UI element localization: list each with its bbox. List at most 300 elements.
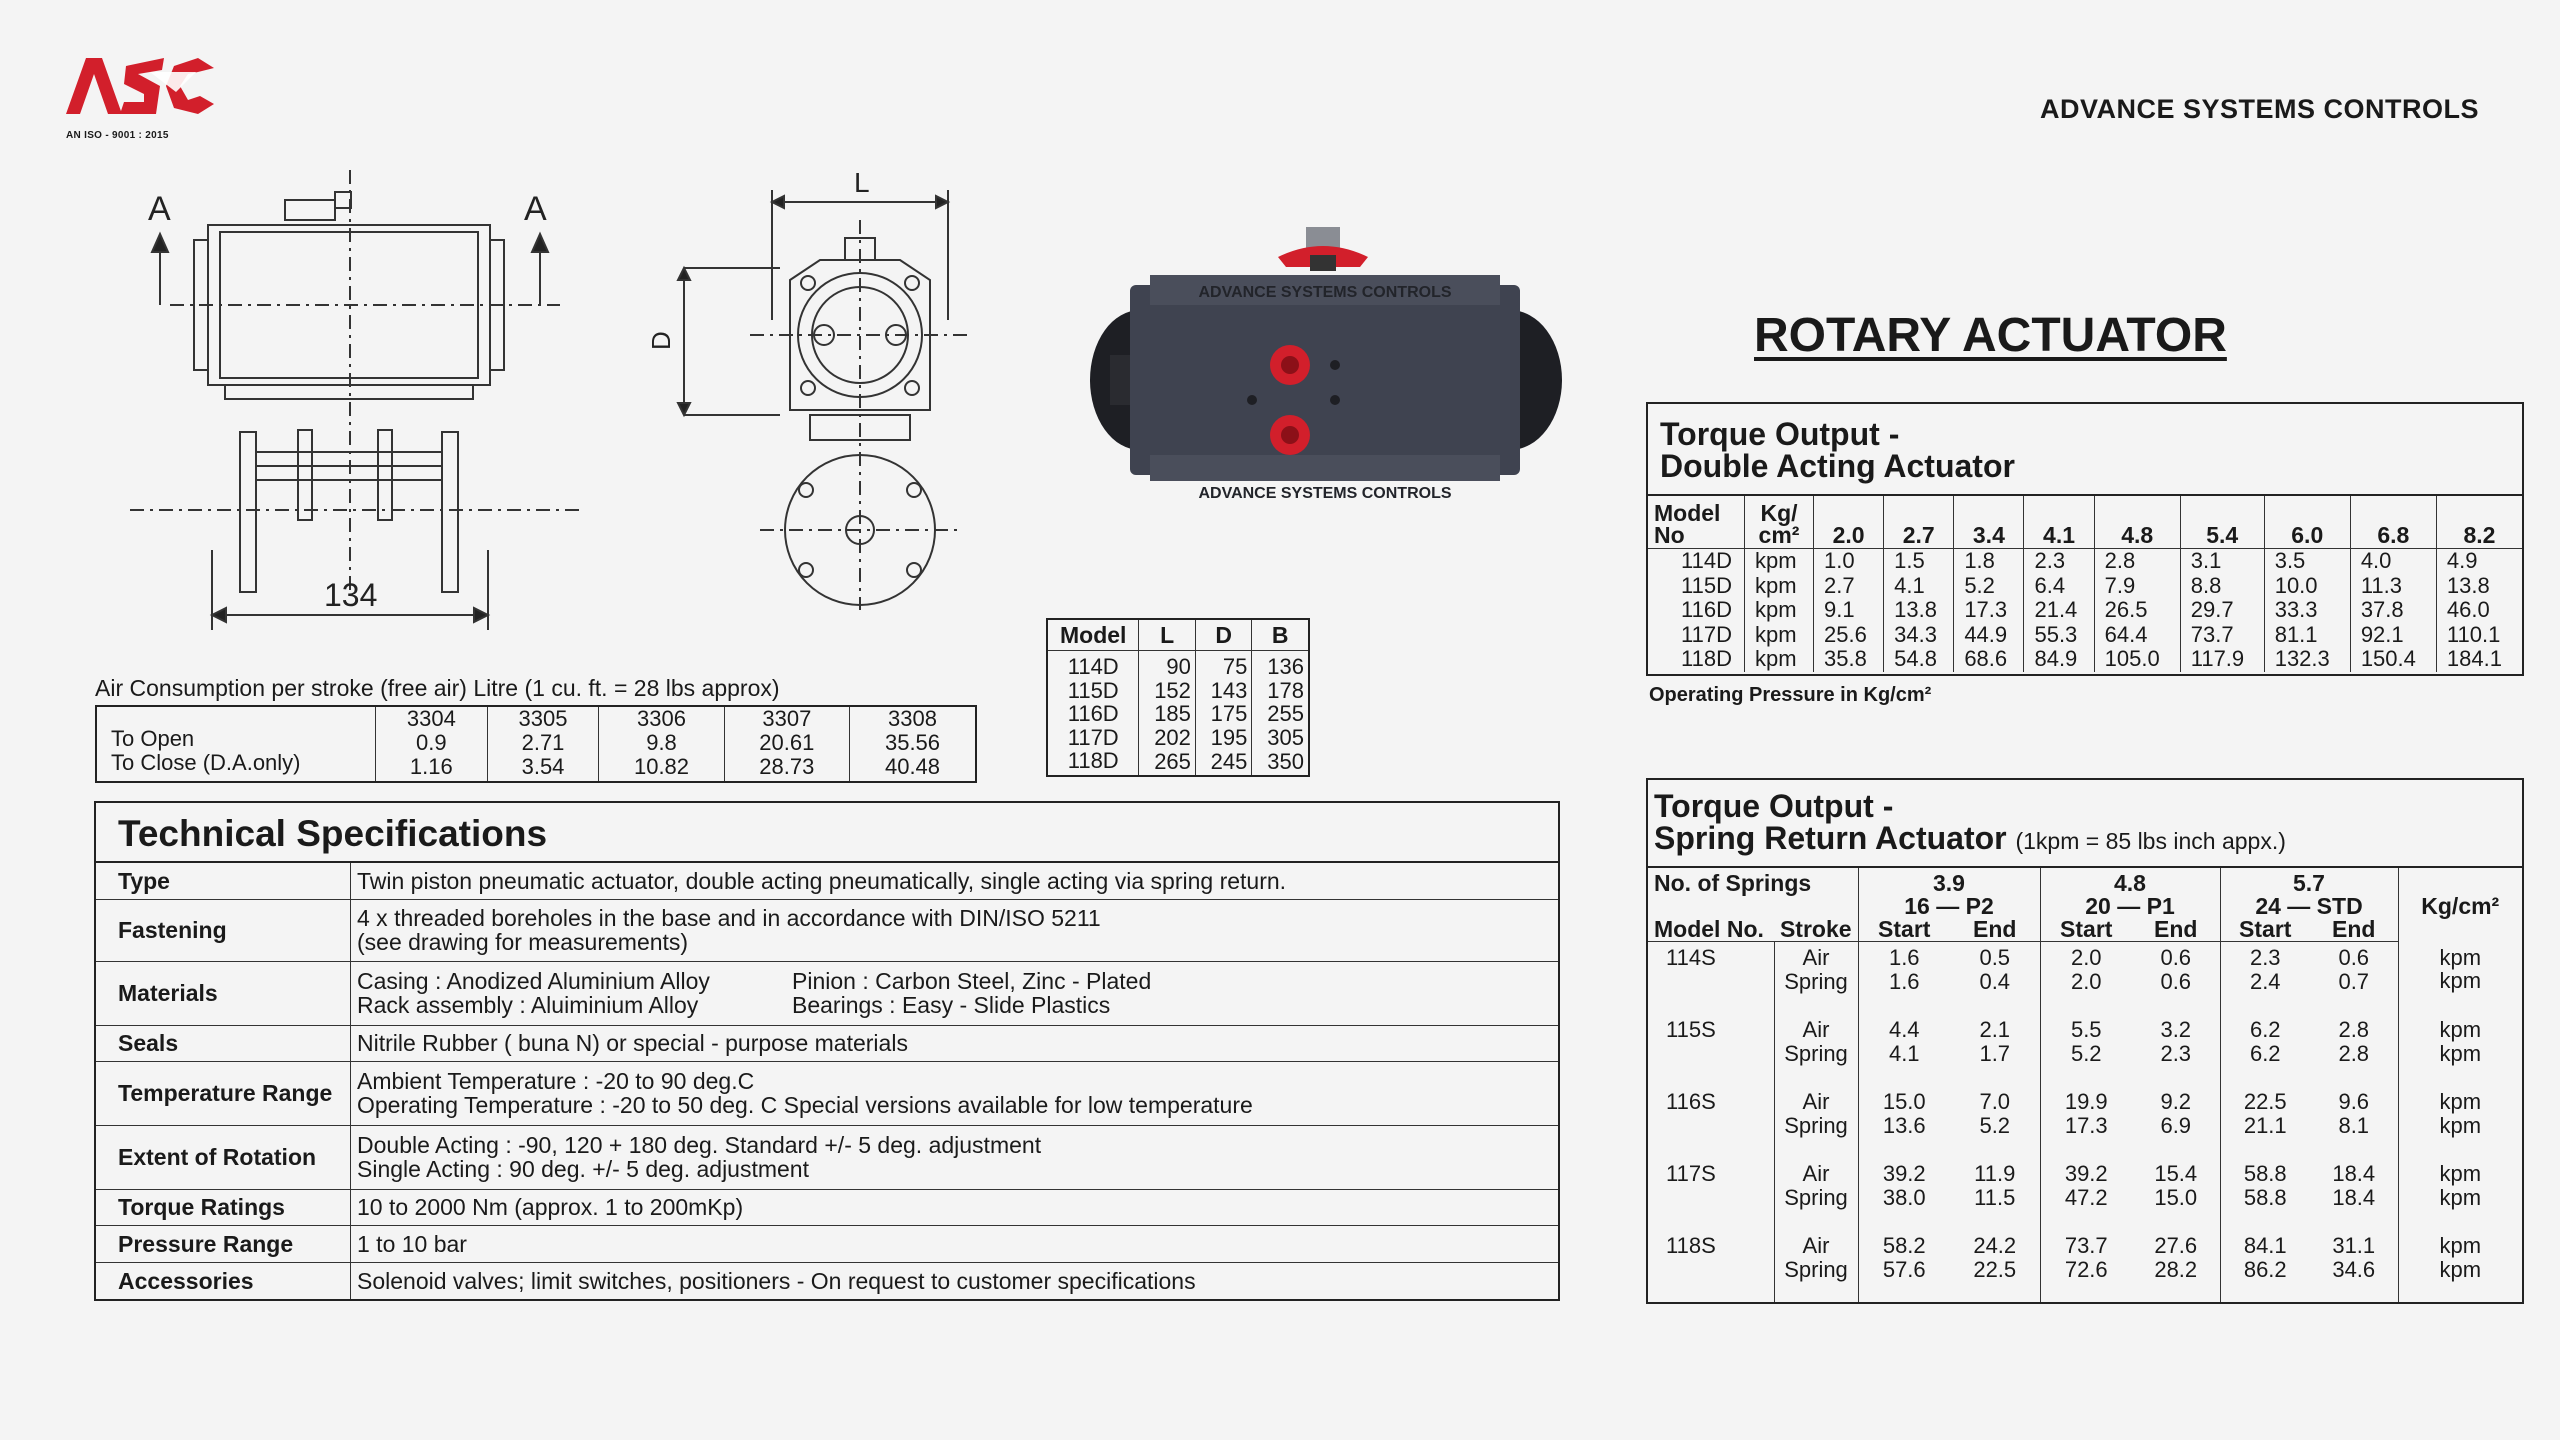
- sr-value: [2040, 942, 2132, 1015]
- table-row: [1648, 942, 2522, 1015]
- air-value: 9.6: [2338, 1089, 2370, 1115]
- air-close: 10.82: [633, 754, 690, 779]
- spec-row-temperature: [96, 1061, 1558, 1125]
- double-acting-title: [1660, 418, 2015, 482]
- table-row: [96, 706, 976, 782]
- air-value: 0.6: [2160, 945, 2192, 970]
- spring-return-table: [1648, 866, 2522, 1302]
- da-value: 92.1: [2350, 623, 2436, 648]
- air-col: [599, 706, 724, 782]
- spring-value: 13.6: [1882, 1112, 1926, 1138]
- da-unit: kpm: [1745, 647, 1814, 672]
- da-pressure-header: 6.0: [2264, 495, 2350, 549]
- dim-cell: 143: [1195, 679, 1251, 703]
- end-label: End: [1950, 918, 2040, 942]
- air-open: 0.9: [416, 730, 447, 755]
- da-pressure-header: 2.7: [1884, 495, 1954, 549]
- spec-row-materials: [96, 961, 1558, 1025]
- spring-value: 57.6: [1882, 1256, 1926, 1282]
- spring-group-header: [2040, 867, 2220, 918]
- air-open: 2.71: [521, 730, 565, 755]
- spring-value: 21.1: [2243, 1112, 2287, 1138]
- sr-model: 118S: [1666, 1233, 1716, 1259]
- da-value: 117.9: [2180, 647, 2264, 672]
- da-pressure-header: 2.0: [1814, 495, 1884, 549]
- da-model-header: [1648, 495, 1745, 549]
- spring-value: 28.2: [2154, 1256, 2198, 1282]
- da-value: 29.7: [2180, 598, 2264, 623]
- air-value: 15.0: [1882, 1089, 1926, 1115]
- stroke-spring: Spring: [1784, 1112, 1848, 1138]
- sr-stroke: [1774, 1086, 1858, 1158]
- air-value: 2.0: [2070, 945, 2102, 970]
- da-value: 17.3: [1954, 598, 2024, 623]
- spec-value: [351, 899, 1559, 961]
- sr-value: [2040, 1158, 2132, 1230]
- dim-cell: 152: [1139, 679, 1195, 703]
- dim-header-model: Model: [1047, 619, 1139, 651]
- stroke-spring: Spring: [1784, 1040, 1848, 1066]
- dim-cell: 117D: [1047, 726, 1139, 750]
- air-value: 3.2: [2160, 1017, 2192, 1043]
- dim-cell: 305: [1252, 726, 1309, 750]
- da-value: 10.0: [2264, 574, 2350, 599]
- model-label: Model No.: [1648, 918, 1774, 942]
- air-consumption-table: [95, 705, 977, 783]
- spring-group-header: [1858, 867, 2040, 918]
- sr-value: [2220, 1014, 2310, 1086]
- spring-value: 86.2: [2243, 1256, 2287, 1282]
- dim-cell: 178: [1252, 679, 1309, 703]
- sr-unit: [2398, 1158, 2522, 1230]
- sr-value: [1858, 942, 1950, 1015]
- spec-line: 4 x threaded boreholes in the base and in accordance with DIN/ISO 5211: [357, 905, 1101, 931]
- da-value: 2.8: [2094, 549, 2180, 574]
- spec-line: Operating Temperature : -20 to 50 deg. C Special versions available for low temperature: [357, 1092, 1253, 1118]
- air-value: 7.0: [1979, 1089, 2011, 1115]
- air-label-close: To Close (D.A.only): [111, 750, 301, 775]
- da-value: 44.9: [1954, 623, 2024, 648]
- dimension-table: [1046, 618, 1310, 777]
- header-line: Model: [1654, 500, 1721, 526]
- da-value: 54.8: [1884, 647, 1954, 672]
- sr-value: [2220, 1158, 2310, 1230]
- air-value: 0.6: [2338, 945, 2370, 970]
- spring-return-subtitle: (1kpm = 85 lbs inch appx.): [2015, 828, 2286, 854]
- air-model: 3306: [637, 706, 686, 731]
- start-label: Start: [2040, 918, 2132, 942]
- da-value: 6.4: [2024, 574, 2094, 599]
- da-value: 13.8: [1884, 598, 1954, 623]
- spec-value: [351, 1125, 1559, 1189]
- title-line: Double Acting Actuator: [1660, 448, 2015, 484]
- start-label: Start: [2220, 918, 2310, 942]
- da-unit: kpm: [1745, 574, 1814, 599]
- dim-cell: 175: [1195, 702, 1251, 726]
- stroke-air: Air: [1802, 1161, 1830, 1187]
- spec-label: Extent of Rotation: [96, 1125, 351, 1189]
- stroke-spring: Spring: [1784, 968, 1848, 994]
- spec-title: Technical Specifications: [96, 803, 1558, 863]
- group-pressure: 3.9: [1933, 870, 1965, 896]
- group-springs: 16 — P2: [1904, 893, 1994, 919]
- air-value: 2.8: [2338, 1017, 2370, 1043]
- spec-row-seals: [96, 1025, 1558, 1061]
- da-value: 68.6: [1954, 647, 2024, 672]
- spring-value: 4.1: [1888, 1040, 1920, 1066]
- sr-unit: [2398, 1086, 2522, 1158]
- spec-value: 10 to 2000 Nm (approx. 1 to 200mKp): [351, 1189, 1559, 1225]
- sr-value: [2132, 1086, 2220, 1158]
- section-label-a-right: A: [524, 190, 547, 228]
- table-row: [1047, 726, 1309, 750]
- title-line: Torque Output -: [1660, 416, 1900, 452]
- air-model: 3308: [888, 706, 937, 731]
- da-pressure-header: 4.8: [2094, 495, 2180, 549]
- air-value: 4.4: [1888, 1017, 1920, 1043]
- da-model: 114D: [1681, 548, 1732, 573]
- dim-cell: 265: [1139, 749, 1195, 776]
- sr-value: [2220, 942, 2310, 1015]
- unit-value: kpm: [2439, 1017, 2482, 1043]
- unit-value: kpm: [2439, 968, 2482, 993]
- air-value: 39.2: [2064, 1161, 2108, 1187]
- da-model: 118D: [1681, 646, 1732, 671]
- unit-value: kpm: [2439, 944, 2482, 970]
- da-value: 5.2: [1954, 574, 2024, 599]
- dim-cell: 245: [1195, 749, 1251, 776]
- company-name: ADVANCE SYSTEMS CONTROLS: [2040, 94, 2480, 124]
- da-pressure-header: 6.8: [2350, 495, 2436, 549]
- spec-label: Type: [96, 863, 351, 899]
- spring-value: 5.2: [2070, 1040, 2102, 1066]
- da-value: 105.0: [2094, 647, 2180, 672]
- sr-unit: [2398, 1230, 2522, 1302]
- air-value: 2.1: [1979, 1017, 2011, 1043]
- air-value: 58.2: [1882, 1233, 1926, 1259]
- sr-value: [1858, 1014, 1950, 1086]
- da-value: 2.7: [1814, 574, 1884, 599]
- da-value: 4.9: [2436, 549, 2522, 574]
- spring-value: 8.1: [2338, 1112, 2370, 1138]
- title-line: Spring Return Actuator: [1654, 820, 2007, 856]
- air-label-open: To Open: [111, 726, 195, 751]
- da-model: 116D: [1681, 597, 1732, 622]
- spring-header-row: [1648, 867, 2522, 918]
- da-value: 35.8: [1814, 647, 1884, 672]
- da-value: 73.7: [2180, 623, 2264, 648]
- spec-row-type: [96, 863, 1558, 899]
- da-value: 4.0: [2350, 549, 2436, 574]
- sr-value: [1858, 1086, 1950, 1158]
- table-row: [1648, 623, 2522, 648]
- spec-line: Casing : Anodized Aluminium Alloy: [357, 968, 710, 994]
- air-close: 3.54: [521, 754, 565, 779]
- da-value: 1.0: [1814, 549, 1884, 574]
- da-value: 84.9: [2024, 647, 2094, 672]
- table-row: [1648, 1086, 2522, 1158]
- air-value: 22.5: [2243, 1089, 2287, 1115]
- spring-value: 0.6: [2160, 968, 2192, 994]
- sr-value: [1950, 1158, 2040, 1230]
- table-row: [1648, 549, 2522, 574]
- sr-value: [2040, 1230, 2132, 1302]
- dimension-header-row: [1047, 619, 1309, 651]
- header-line: cm²: [1758, 522, 1800, 548]
- table-row: [1648, 647, 2522, 672]
- spec-value: [351, 961, 1559, 1025]
- da-unit-header: [1745, 495, 1814, 549]
- logo-subtitle: AN ISO - 9001 : 2015: [66, 130, 169, 141]
- spring-value: 2.4: [2249, 968, 2281, 994]
- da-value: 11.3: [2350, 574, 2436, 599]
- sr-value: [2040, 1086, 2132, 1158]
- da-value: 3.5: [2264, 549, 2350, 574]
- spec-label: Materials: [96, 961, 351, 1025]
- da-pressure-header: 3.4: [1954, 495, 2024, 549]
- technical-specifications: [94, 801, 1560, 1301]
- air-model: 3305: [518, 706, 568, 731]
- sr-value: [2310, 1086, 2398, 1158]
- dim-cell: 116D: [1047, 702, 1139, 726]
- da-value: 132.3: [2264, 647, 2350, 672]
- spring-value: 1.7: [1979, 1040, 2011, 1066]
- da-unit: kpm: [1745, 623, 1814, 648]
- photo-brand-bottom: ADVANCE SYSTEMS CONTROLS: [1198, 485, 1452, 502]
- sr-stroke: [1774, 1158, 1858, 1230]
- sr-value: [2220, 1230, 2310, 1302]
- da-value: 184.1: [2436, 647, 2522, 672]
- sr-value: [2310, 1158, 2398, 1230]
- spring-value: 22.5: [1973, 1256, 2017, 1282]
- air-col: [376, 706, 488, 782]
- table-row: [1047, 749, 1309, 776]
- spec-row-pressure: [96, 1225, 1558, 1262]
- da-model: 117D: [1681, 621, 1732, 647]
- spec-value: [351, 1061, 1559, 1125]
- spec-row-accessories: [96, 1262, 1558, 1299]
- da-value: 37.8: [2350, 598, 2436, 623]
- dim-header-b: B: [1252, 619, 1309, 651]
- spring-value: 5.2: [1979, 1112, 2011, 1138]
- sr-model: 115S: [1666, 1017, 1716, 1043]
- air-close: 40.48: [884, 754, 941, 779]
- spec-row-fastening: [96, 899, 1558, 961]
- da-model: 115D: [1681, 572, 1732, 598]
- stroke-air: Air: [1802, 1017, 1830, 1043]
- air-value: 0.5: [1979, 945, 2011, 970]
- sr-value: [1858, 1158, 1950, 1230]
- sr-stroke: [1774, 1014, 1858, 1086]
- spring-value: 72.6: [2064, 1256, 2108, 1282]
- da-value: 1.8: [1954, 549, 2024, 574]
- start-label: Start: [1858, 918, 1950, 942]
- dim-cell: 114D: [1047, 651, 1139, 679]
- spring-value: 34.6: [2332, 1256, 2376, 1282]
- spring-value: 38.0: [1882, 1184, 1926, 1210]
- spec-label: Torque Ratings: [96, 1189, 351, 1225]
- title-line: Torque Output -: [1654, 788, 1894, 824]
- sr-model: 114S: [1666, 945, 1716, 970]
- da-value: 3.1: [2180, 549, 2264, 574]
- dim-cell: 136: [1252, 651, 1309, 679]
- spring-value: 2.3: [2160, 1040, 2192, 1066]
- da-value: 26.5: [2094, 598, 2180, 623]
- air-value: 58.8: [2243, 1161, 2287, 1187]
- dim-cell: 185: [1139, 702, 1195, 726]
- air-value: 24.2: [1973, 1233, 2017, 1259]
- da-value: 4.1: [1884, 574, 1954, 599]
- da-value: 34.3: [1884, 623, 1954, 648]
- table-row: [1047, 651, 1309, 679]
- spring-subheader-row: [1648, 918, 2522, 942]
- da-value: 25.6: [1814, 623, 1884, 648]
- sr-value: [2310, 1014, 2398, 1086]
- sr-value: [1950, 942, 2040, 1015]
- table-row: [1648, 574, 2522, 599]
- stroke-air: Air: [1802, 1233, 1830, 1259]
- air-value: 6.2: [2249, 1017, 2281, 1043]
- air-value: 1.6: [1888, 945, 1920, 970]
- spec-label: Seals: [96, 1025, 351, 1061]
- air-value: 84.1: [2243, 1233, 2287, 1259]
- spring-value: 2.0: [2070, 968, 2102, 994]
- sr-stroke: [1774, 1230, 1858, 1302]
- sr-value: [2310, 1230, 2398, 1302]
- page-title: ROTARY ACTUATOR: [1754, 309, 2227, 362]
- spec-line: (see drawing for measurements): [357, 929, 689, 955]
- spring-value: 15.0: [2154, 1184, 2198, 1210]
- spring-value: 47.2: [2064, 1184, 2108, 1210]
- double-acting-header-row: [1648, 495, 2522, 549]
- da-value: 150.4: [2350, 647, 2436, 672]
- spec-label: Temperature Range: [96, 1061, 351, 1125]
- air-close: 1.16: [409, 754, 453, 779]
- dim-cell: 90: [1139, 651, 1195, 679]
- spec-label: Pressure Range: [96, 1225, 351, 1262]
- sr-model: 116S: [1666, 1089, 1716, 1115]
- unit-value: kpm: [2439, 1040, 2482, 1066]
- air-open: 35.56: [884, 730, 941, 755]
- sr-value: [2220, 1086, 2310, 1158]
- spring-value: 6.9: [2160, 1112, 2192, 1138]
- da-value: 13.8: [2436, 574, 2522, 599]
- dim-cell: 202: [1139, 726, 1195, 750]
- spring-return-title: [1654, 790, 2286, 857]
- unit-value: kpm: [2439, 1184, 2482, 1210]
- spring-value: 0.7: [2338, 968, 2370, 994]
- air-value: 27.6: [2154, 1233, 2198, 1259]
- da-unit: kpm: [1745, 549, 1814, 574]
- da-value: 46.0: [2436, 598, 2522, 623]
- spring-value: 0.4: [1979, 968, 2011, 994]
- table-row: [1648, 1158, 2522, 1230]
- da-value: 33.3: [2264, 598, 2350, 623]
- sr-value: [2132, 1014, 2220, 1086]
- spec-value: 1 to 10 bar: [351, 1225, 1559, 1262]
- unit-value: kpm: [2439, 1112, 2482, 1138]
- air-value: 2.3: [2249, 945, 2281, 970]
- da-value: 7.9: [2094, 574, 2180, 599]
- group-springs: 24 — STD: [2255, 893, 2363, 919]
- sr-value: [1950, 1014, 2040, 1086]
- end-label: End: [2310, 918, 2398, 942]
- dim-cell: 195: [1195, 726, 1251, 750]
- da-value: 21.4: [2024, 598, 2094, 623]
- spec-line: Bearings : Easy - Slide Plastics: [792, 992, 1111, 1018]
- air-col: [724, 706, 849, 782]
- spring-value: 1.6: [1888, 968, 1920, 994]
- da-value: 9.1: [1814, 598, 1884, 623]
- operating-pressure-note: Operating Pressure in Kg/cm²: [1649, 684, 1932, 706]
- spring-group-header: [2220, 867, 2398, 918]
- air-value: 11.9: [1974, 1161, 2016, 1187]
- dim-cell: 75: [1195, 651, 1251, 679]
- header-line: Kg/: [1760, 500, 1798, 526]
- end-label: End: [2132, 918, 2220, 942]
- table-row: [1047, 679, 1309, 703]
- table-row: [1648, 598, 2522, 623]
- spec-value: Twin piston pneumatic actuator, double acting pneumatically, single acting via spring return.: [357, 867, 1287, 894]
- dimension-label-d: D: [646, 331, 676, 350]
- sr-value: [2132, 1230, 2220, 1302]
- air-value: 9.2: [2160, 1089, 2192, 1115]
- unit-value: kpm: [2439, 1233, 2482, 1259]
- spec-line: Pinion : Carbon Steel, Zinc - Plated: [792, 968, 1152, 994]
- air-model: 3307: [762, 706, 812, 731]
- group-pressure: 4.8: [2114, 870, 2146, 896]
- section-label-a-left: A: [148, 190, 171, 228]
- air-open: 20.61: [759, 730, 815, 755]
- actuator-photo: [1080, 215, 1580, 515]
- stroke-air: Air: [1802, 945, 1830, 970]
- air-consumption-caption: Air Consumption per stroke (free air) Litre (1 cu. ft. = 28 lbs approx): [95, 675, 780, 701]
- photo-brand-top: ADVANCE SYSTEMS CONTROLS: [1198, 284, 1452, 301]
- spring-value: 18.4: [2332, 1184, 2376, 1210]
- front-view-drawing: [130, 170, 580, 640]
- air-value: 15.4: [2154, 1161, 2198, 1187]
- spring-value: 17.3: [2064, 1112, 2108, 1138]
- spring-return-torque-panel: [1646, 778, 2524, 1304]
- da-value: 55.3: [2024, 623, 2094, 648]
- spring-value: 11.5: [1974, 1184, 2016, 1210]
- stroke-spring: Spring: [1784, 1256, 1848, 1282]
- sr-value: [2132, 1158, 2220, 1230]
- unit-value: kpm: [2439, 1256, 2482, 1282]
- spec-row-rotation: [96, 1125, 1558, 1189]
- group-pressure: 5.7: [2293, 870, 2325, 896]
- dim-cell: 350: [1252, 749, 1309, 776]
- spec-line: Rack assembly : Aluiminium Alloy: [357, 992, 699, 1018]
- air-open: 9.8: [646, 730, 677, 755]
- da-unit: kpm: [1745, 598, 1814, 623]
- side-view-drawing: [640, 160, 980, 620]
- air-col: [487, 706, 599, 782]
- spec-line: Single Acting : 90 deg. +/- 5 deg. adjustment: [357, 1156, 809, 1182]
- double-acting-table: [1648, 494, 2522, 672]
- unit-value: kpm: [2439, 1089, 2482, 1115]
- da-value: 1.5: [1884, 549, 1954, 574]
- spec-label: Accessories: [96, 1262, 351, 1299]
- table-row: [1648, 1014, 2522, 1086]
- air-value: 39.2: [1882, 1161, 1926, 1187]
- da-value: 110.1: [2436, 623, 2522, 648]
- dim-header-d: D: [1195, 619, 1251, 651]
- sr-value: [2310, 942, 2398, 1015]
- air-model: 3304: [406, 706, 456, 731]
- sr-value: [1950, 1230, 2040, 1302]
- width-dimension-label: 134: [324, 577, 378, 613]
